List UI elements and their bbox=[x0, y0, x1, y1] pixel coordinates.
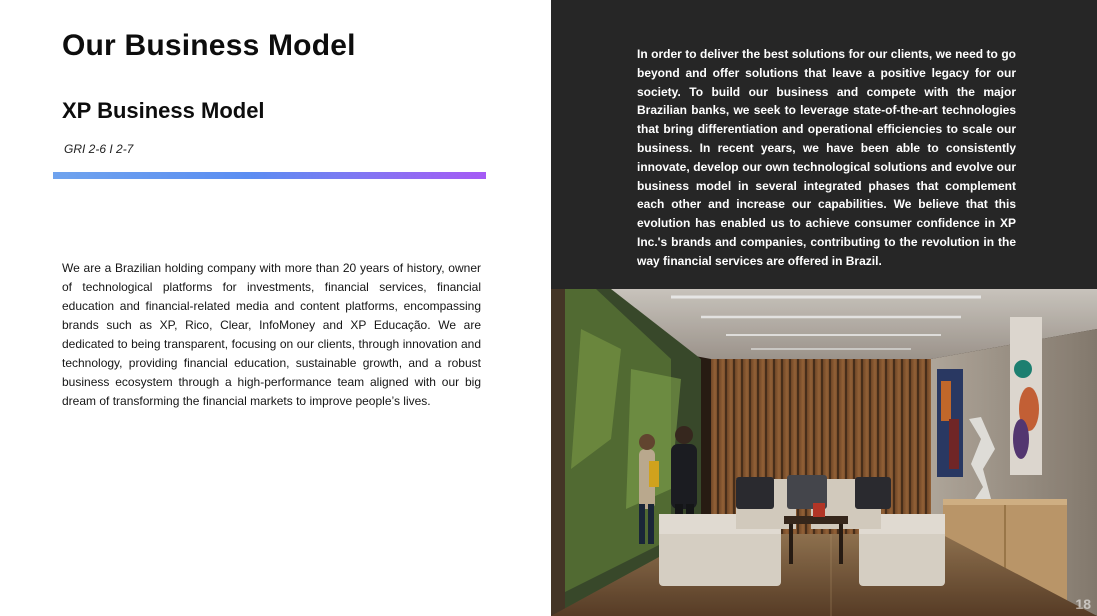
intro-paragraph: We are a Brazilian holding company with more than 20 years of history, owner of technological platforms for investments, financial services, financial education and financial-related media and content platforms, encompassing brands such as XP, Rico, Clear, InfoMoney and XP Educação. We are dedicated to being transparent, focusing on our clients, through innovation and technology, providing financial education, sustainable growth, and a robust business ecosystem through a high-performance team aligned with our big dream of transforming the financial markets to improve people’s lives. bbox=[62, 261, 481, 408]
strategy-paragraph: In order to deliver the best solutions for our clients, we need to go beyond and offer solutions that leave a positive legacy for our society. To build our business and compete with the major Brazilian banks, we seek to leverage state-of-the-art technologies that bring differentiation and operational efficiencies to scale our business. In recent years, we have been able to consistently innovate, develop our own technological solutions and evolve our business model in several integrated phases that complement each other and increase our capabilities. We believe that this evolution has enabled us to achieve consumer confidence in XP Inc.'s brands and companies, contributing to the revolution in the way financial services are offered in Brazil. bbox=[637, 47, 1016, 268]
page-title: Our Business Model bbox=[62, 29, 356, 62]
gri-reference: GRI 2-6 I 2-7 bbox=[64, 142, 134, 156]
page-number: 18 bbox=[1075, 596, 1091, 612]
office-photo-drawing bbox=[551, 289, 1097, 616]
office-lobby-photo bbox=[551, 289, 1097, 616]
gradient-divider bbox=[53, 172, 486, 179]
section-title: XP Business Model bbox=[62, 98, 265, 123]
